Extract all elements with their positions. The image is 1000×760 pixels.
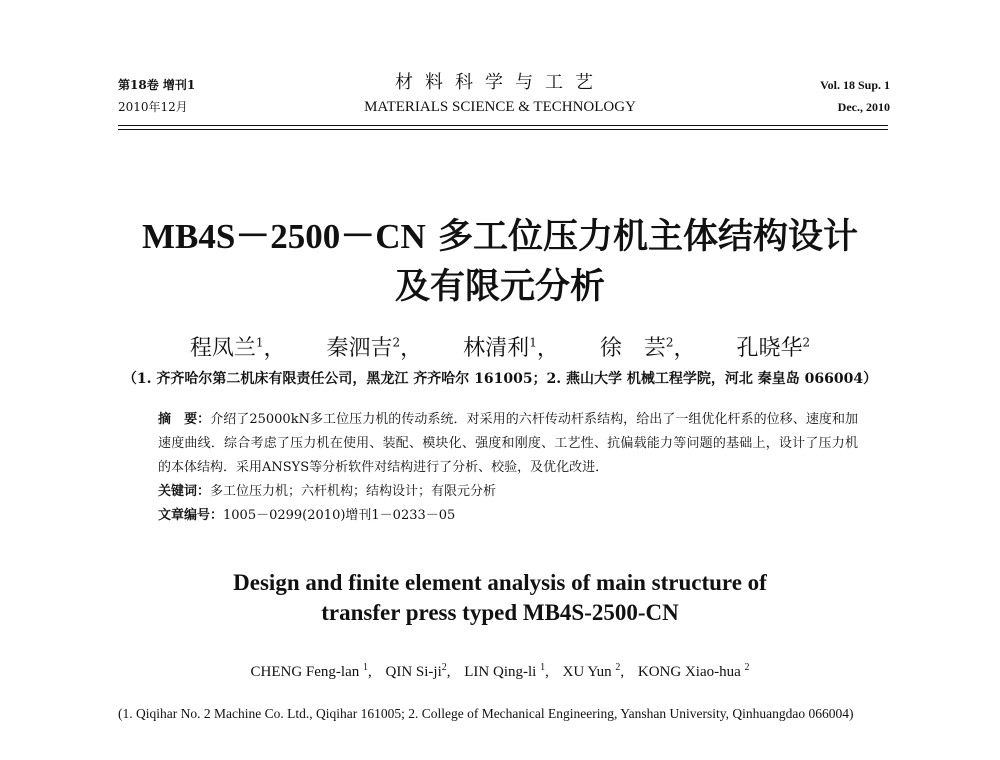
paper-title-cn-line1	[60, 212, 940, 262]
author-en: KONG Xiao-hua $^2$	[637, 662, 750, 680]
author-cn: 孔晓华$^2$	[736, 336, 811, 362]
journal-volume-info	[118, 74, 195, 118]
header-rule-thin	[118, 129, 888, 130]
paper-title-en-line2: transfer press typed MB4S-2500-CN	[321, 600, 679, 625]
author-cn: 秦泗吉$^2$	[326, 336, 401, 362]
abstract-text: 介绍了25000kN多工位压力机的传动系统．对采用的六杆传动杆系结构，给出了一组优化杆系的位移、速度和加速度曲线．综合考虑了压力机在使用、装配、模块化、强度和刚度、工艺性、抗偏载能力等问题的基础上，设计了压力机的本体结构．采用ANSYS等分析软件对结构进行了分析、校验，及优化改进．	[158, 412, 858, 475]
article-number-label: 文章编号：	[158, 508, 224, 523]
author-cn: 林清利$^1$	[463, 336, 537, 362]
affiliation-en: (1. Qiqihar No. 2 Machine Co. Ltd., Qiqihar 161005; 2. College of Mechanical Engineering, Yanshan University, Qinhuangdao 066004)	[118, 706, 854, 721]
volume-issue: 第18卷 增刊1	[118, 78, 196, 92]
journal-volume-info-en	[820, 74, 890, 118]
journal-name	[300, 70, 700, 118]
abstract-label: 摘 要：	[158, 412, 211, 427]
author-cn: 程凤兰$^1$	[189, 336, 264, 362]
issue-date: 2010年12月	[118, 100, 188, 114]
keywords	[158, 480, 858, 504]
header-rule-thick	[118, 125, 888, 126]
author-cn: 徐 芸$^2$	[599, 336, 674, 362]
paper-title-cn	[60, 212, 940, 312]
journal-name-en: MATERIALS SCIENCE & TECHNOLOGY	[364, 99, 636, 115]
paper-title-en-line1: Design and finite element analysis of main structure of	[233, 570, 767, 595]
author-en: CHENG Feng-lan $^1$	[250, 662, 368, 680]
volume-issue-en: Vol. 18 Sup. 1	[820, 78, 890, 92]
paper-title-en	[60, 568, 940, 628]
keywords-text: 多工位压力机；六杆机构；结构设计；有限元分析	[210, 484, 497, 499]
paper-title-cn-line2: 及有限元分析	[394, 266, 605, 307]
issue-date-en: Dec., 2010	[837, 100, 890, 114]
journal-name-cn: 材料科学与工艺	[395, 72, 605, 93]
title-model-code: MB4S－2500－CN	[141, 217, 426, 256]
author-en: XU Yun $^2$	[562, 662, 621, 680]
author-list-en: CHENG Feng-lan $^1$, QIN $Si-ji^2$, LIN Qing-li $^1$, XU Yun $^2$, KONG Xiao-hua $^2$	[250, 662, 750, 680]
affiliation-cn: （1. 齐齐哈尔第二机床有限责任公司，黑龙江 齐齐哈尔 161005；2. 燕山大学 机械工程学院，河北 秦皇岛 066004）	[122, 371, 878, 387]
article-number	[158, 504, 858, 528]
article-number-text: 1005－0299(2010)增刊1－0233－05	[223, 508, 456, 523]
keywords-label: 关键词：	[158, 484, 211, 499]
author-list-cn: 程凤兰$^1$， 秦泗吉$^2$， 林清利$^1$， 徐 芸$^2$， 孔晓华$^2$	[189, 336, 811, 362]
title-cn-text: 多工位压力机主体结构设计	[438, 216, 859, 257]
abstract	[158, 408, 858, 480]
author-en: QIN $Si-ji^2$	[385, 662, 447, 680]
author-en: LIN Qing-li $^1$	[464, 662, 546, 680]
abstract-block	[158, 408, 858, 528]
